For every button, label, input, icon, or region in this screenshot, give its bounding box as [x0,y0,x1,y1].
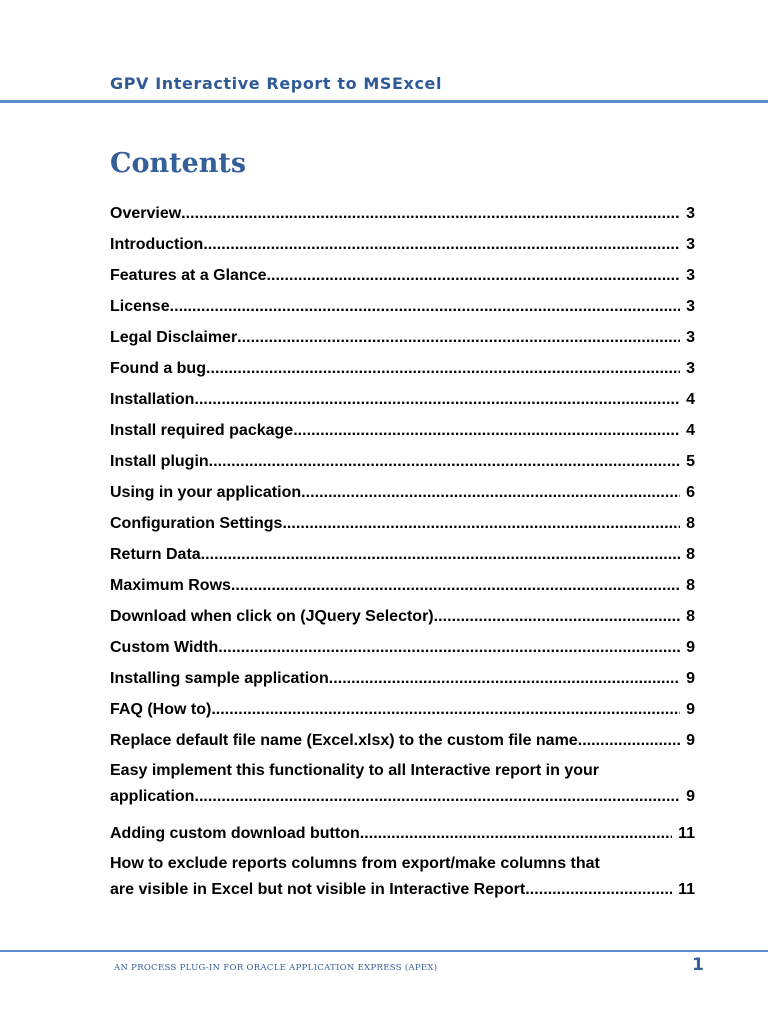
toc-leader-dots [525,877,672,903]
toc-leader-dots [578,728,680,754]
toc-entry-label: Overview [110,205,182,222]
toc-entry-label: Install required package [110,422,294,439]
toc-entry-installation[interactable] [110,382,695,413]
toc-entry-custom-width[interactable] [110,630,695,661]
toc-entry-replace-default-file-name[interactable] [110,723,695,754]
toc-entry-label: Replace default file name (Excel.xlsx) to the custom file name [110,732,578,749]
toc-leader-dots [329,666,680,692]
toc-entry-label: Using in your application [110,484,302,501]
toc-leader-dots [301,480,680,506]
toc-entry-page: 9 [686,732,695,749]
toc-leader-dots [282,511,680,537]
toc-entry-label: Custom Width [110,639,219,656]
toc-entry-license[interactable] [110,289,695,320]
contents-heading: Contents [110,148,247,179]
toc-entry-page: 4 [686,422,695,439]
toc-entry-installing-sample-application[interactable] [110,661,695,692]
toc-entry-label: Return Data [110,546,201,563]
toc-leader-dots [218,635,680,661]
toc-entry-page: 9 [686,701,695,718]
toc-entry-page: 9 [686,670,695,687]
toc-leader-dots [170,294,681,320]
toc-entry-label: Introduction [110,236,204,253]
document-header-title: GPV Interactive Report to MSExcel [110,74,443,93]
toc-entry-label: Installation [110,391,195,408]
toc-entry-features[interactable] [110,258,695,289]
toc-entry-page: 11 [678,881,695,898]
toc-entry-download-when-click[interactable] [110,599,695,630]
toc-entry-line2 [110,877,695,903]
toc-entry-return-data[interactable] [110,537,695,568]
toc-entry-page: 8 [686,546,695,563]
footer-divider [0,950,768,952]
toc-entry-page: 3 [686,298,695,315]
toc-entry-label: Found a bug [110,360,206,377]
toc-entry-label: Adding custom download button [110,825,360,842]
toc-entry-install-required-package[interactable] [110,413,695,444]
toc-leader-dots [293,418,680,444]
toc-entry-using-in-application[interactable] [110,475,695,506]
toc-leader-dots [360,821,672,847]
toc-leader-dots [194,784,680,810]
toc-entry-label: Features at a Glance [110,267,267,284]
toc-entry-page: 3 [686,267,695,284]
table-of-contents [110,196,695,909]
toc-entry-easy-implement[interactable] [110,758,695,810]
toc-entry-found-a-bug[interactable] [110,351,695,382]
toc-entry-page: 3 [686,360,695,377]
toc-leader-dots [181,201,680,227]
toc-entry-page: 8 [686,608,695,625]
footer-page-number: 1 [692,955,704,975]
toc-leader-dots [434,604,680,630]
toc-entry-page: 3 [686,236,695,253]
header-divider [0,100,768,103]
toc-leader-dots [237,325,680,351]
toc-entry-label: License [110,298,170,315]
toc-leader-dots [203,232,680,258]
toc-entry-page: 9 [686,639,695,656]
toc-entry-label-line1: How to exclude reports columns from export/make columns that [110,855,600,872]
toc-leader-dots [267,263,681,289]
toc-entry-maximum-rows[interactable] [110,568,695,599]
toc-entry-page: 8 [686,515,695,532]
toc-entry-exclude-report-columns[interactable] [110,851,695,903]
toc-entry-page: 3 [686,329,695,346]
toc-entry-label: Maximum Rows [110,577,231,594]
toc-entry-page: 3 [686,205,695,222]
footer-text: AN PROCESS PLUG-IN FOR ORACLE APPLICATION EXPRESS (APEX) [114,963,438,973]
toc-entry-introduction[interactable] [110,227,695,258]
toc-entry-overview[interactable] [110,196,695,227]
toc-entry-configuration-settings[interactable] [110,506,695,537]
toc-entry-page: 8 [686,577,695,594]
toc-entry-label-line2: are visible in Excel but not visible in Interactive Report [110,881,526,898]
toc-entry-label: Configuration Settings [110,515,283,532]
toc-leader-dots [206,356,680,382]
toc-leader-dots [201,542,680,568]
toc-entry-page: 11 [678,825,695,842]
toc-leader-dots [231,573,680,599]
toc-entry-label: Install plugin [110,453,209,470]
toc-entry-faq[interactable] [110,692,695,723]
toc-leader-dots [211,697,680,723]
toc-entry-page: 9 [686,788,695,805]
toc-entry-label: Installing sample application [110,670,329,687]
toc-entry-label: Download when click on (JQuery Selector) [110,608,434,625]
toc-entry-label: FAQ (How to) [110,701,212,718]
toc-entry-page: 6 [686,484,695,501]
toc-entry-page: 5 [686,453,695,470]
toc-entry-label-line2: application [110,788,195,805]
toc-entry-label: Legal Disclaimer [110,329,238,346]
toc-entry-page: 4 [686,391,695,408]
toc-entry-legal-disclaimer[interactable] [110,320,695,351]
toc-entry-install-plugin[interactable] [110,444,695,475]
toc-leader-dots [209,449,680,475]
toc-entry-adding-custom-download-button[interactable] [110,816,695,847]
toc-entry-label-line1: Easy implement this functionality to all Interactive report in your [110,762,599,779]
toc-entry-line2 [110,784,695,810]
toc-leader-dots [194,387,680,413]
